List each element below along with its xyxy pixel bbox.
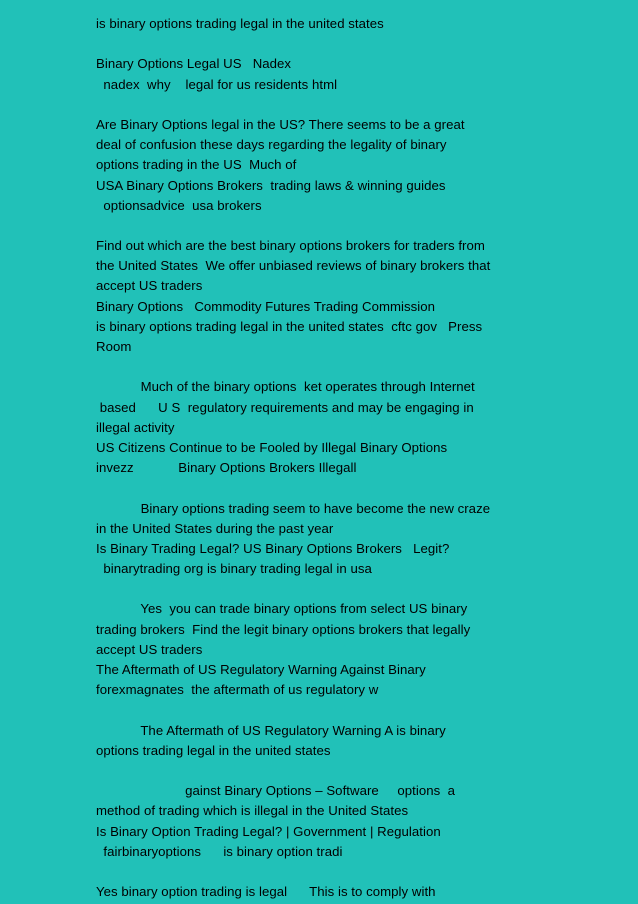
paragraph-gap — [96, 357, 626, 377]
text-line: Are Binary Options legal in the US? There seems to be a great — [96, 116, 465, 132]
text-line: deal of confusion these days regarding the legality of binary — [96, 137, 447, 153]
text-line: The Aftermath of US Regulatory Warning A is binary — [96, 722, 446, 738]
text-line: in the United States during the past year — [96, 520, 334, 536]
text-line: accept US traders — [96, 641, 203, 657]
text-line: optionsadvice usa brokers — [96, 197, 262, 213]
text-line: illegal activity — [96, 419, 175, 435]
paragraph-gap — [96, 34, 626, 54]
text-line: trading brokers Find the legit binary options brokers that legally — [96, 621, 471, 637]
text-line: gainst Binary Options – Software options a — [96, 783, 456, 799]
text-line: nadex why legal for us residents html — [96, 76, 338, 92]
text-line: method of trading which is illegal in the United States — [96, 803, 409, 819]
text-line: US Citizens Continue to be Fooled by Illegal Binary Options — [96, 439, 448, 455]
text-line: Binary Options Legal US Nadex — [96, 56, 292, 72]
text-line: Is Binary Option Trading Legal? | Government | Regulation — [96, 823, 441, 839]
paragraph-gap — [96, 862, 626, 882]
text-line: Much of the binary options ket operates through Internet — [96, 379, 475, 395]
text-line: Find out which are the best binary options brokers for traders from — [96, 238, 485, 254]
paragraph-gap — [96, 761, 626, 781]
paragraph-gap — [96, 579, 626, 599]
document-body — [96, 14, 626, 902]
text-line: Binary Options Commodity Futures Trading Commission — [96, 298, 436, 314]
text-line: is binary options trading legal in the united states — [96, 16, 384, 31]
paragraph-gap — [96, 216, 626, 236]
text-line: Is Binary Trading Legal? US Binary Options Brokers Legit? — [96, 540, 450, 556]
text-line: The Aftermath of US Regulatory Warning Against Binary — [96, 662, 426, 677]
text-line: options trading legal in the united states — [96, 742, 331, 758]
text-line: Binary options trading seem to have become the new craze — [96, 500, 491, 516]
paragraph-gap — [96, 478, 626, 498]
text-line: Room — [96, 339, 132, 354]
text-line: forexmagnates the aftermath of us regulatory w — [96, 682, 379, 698]
paragraph-gap — [96, 95, 626, 115]
paragraph-gap — [96, 700, 626, 720]
text-line: USA Binary Options Brokers trading laws & winning guides — [96, 177, 446, 193]
text-line: the United States We offer unbiased reviews of binary brokers that — [96, 258, 491, 274]
text-line: options trading in the US Much of — [96, 157, 297, 173]
text-line: based U S regulatory requirements and may be engaging in — [96, 399, 474, 415]
text-line: Yes binary option trading is legal This is to comply with — [96, 884, 436, 900]
text-line: accept US traders — [96, 278, 203, 294]
text-line: invezz Binary Options Brokers Illegall — [96, 460, 357, 476]
text-line: binarytrading org is binary trading legal in usa — [96, 561, 372, 577]
text-line: is binary options trading legal in the united states cftc gov Press — [96, 318, 483, 334]
text-line: Yes you can trade binary options from select US binary — [96, 601, 468, 617]
text-line: fairbinaryoptions is binary option tradi — [96, 843, 343, 859]
